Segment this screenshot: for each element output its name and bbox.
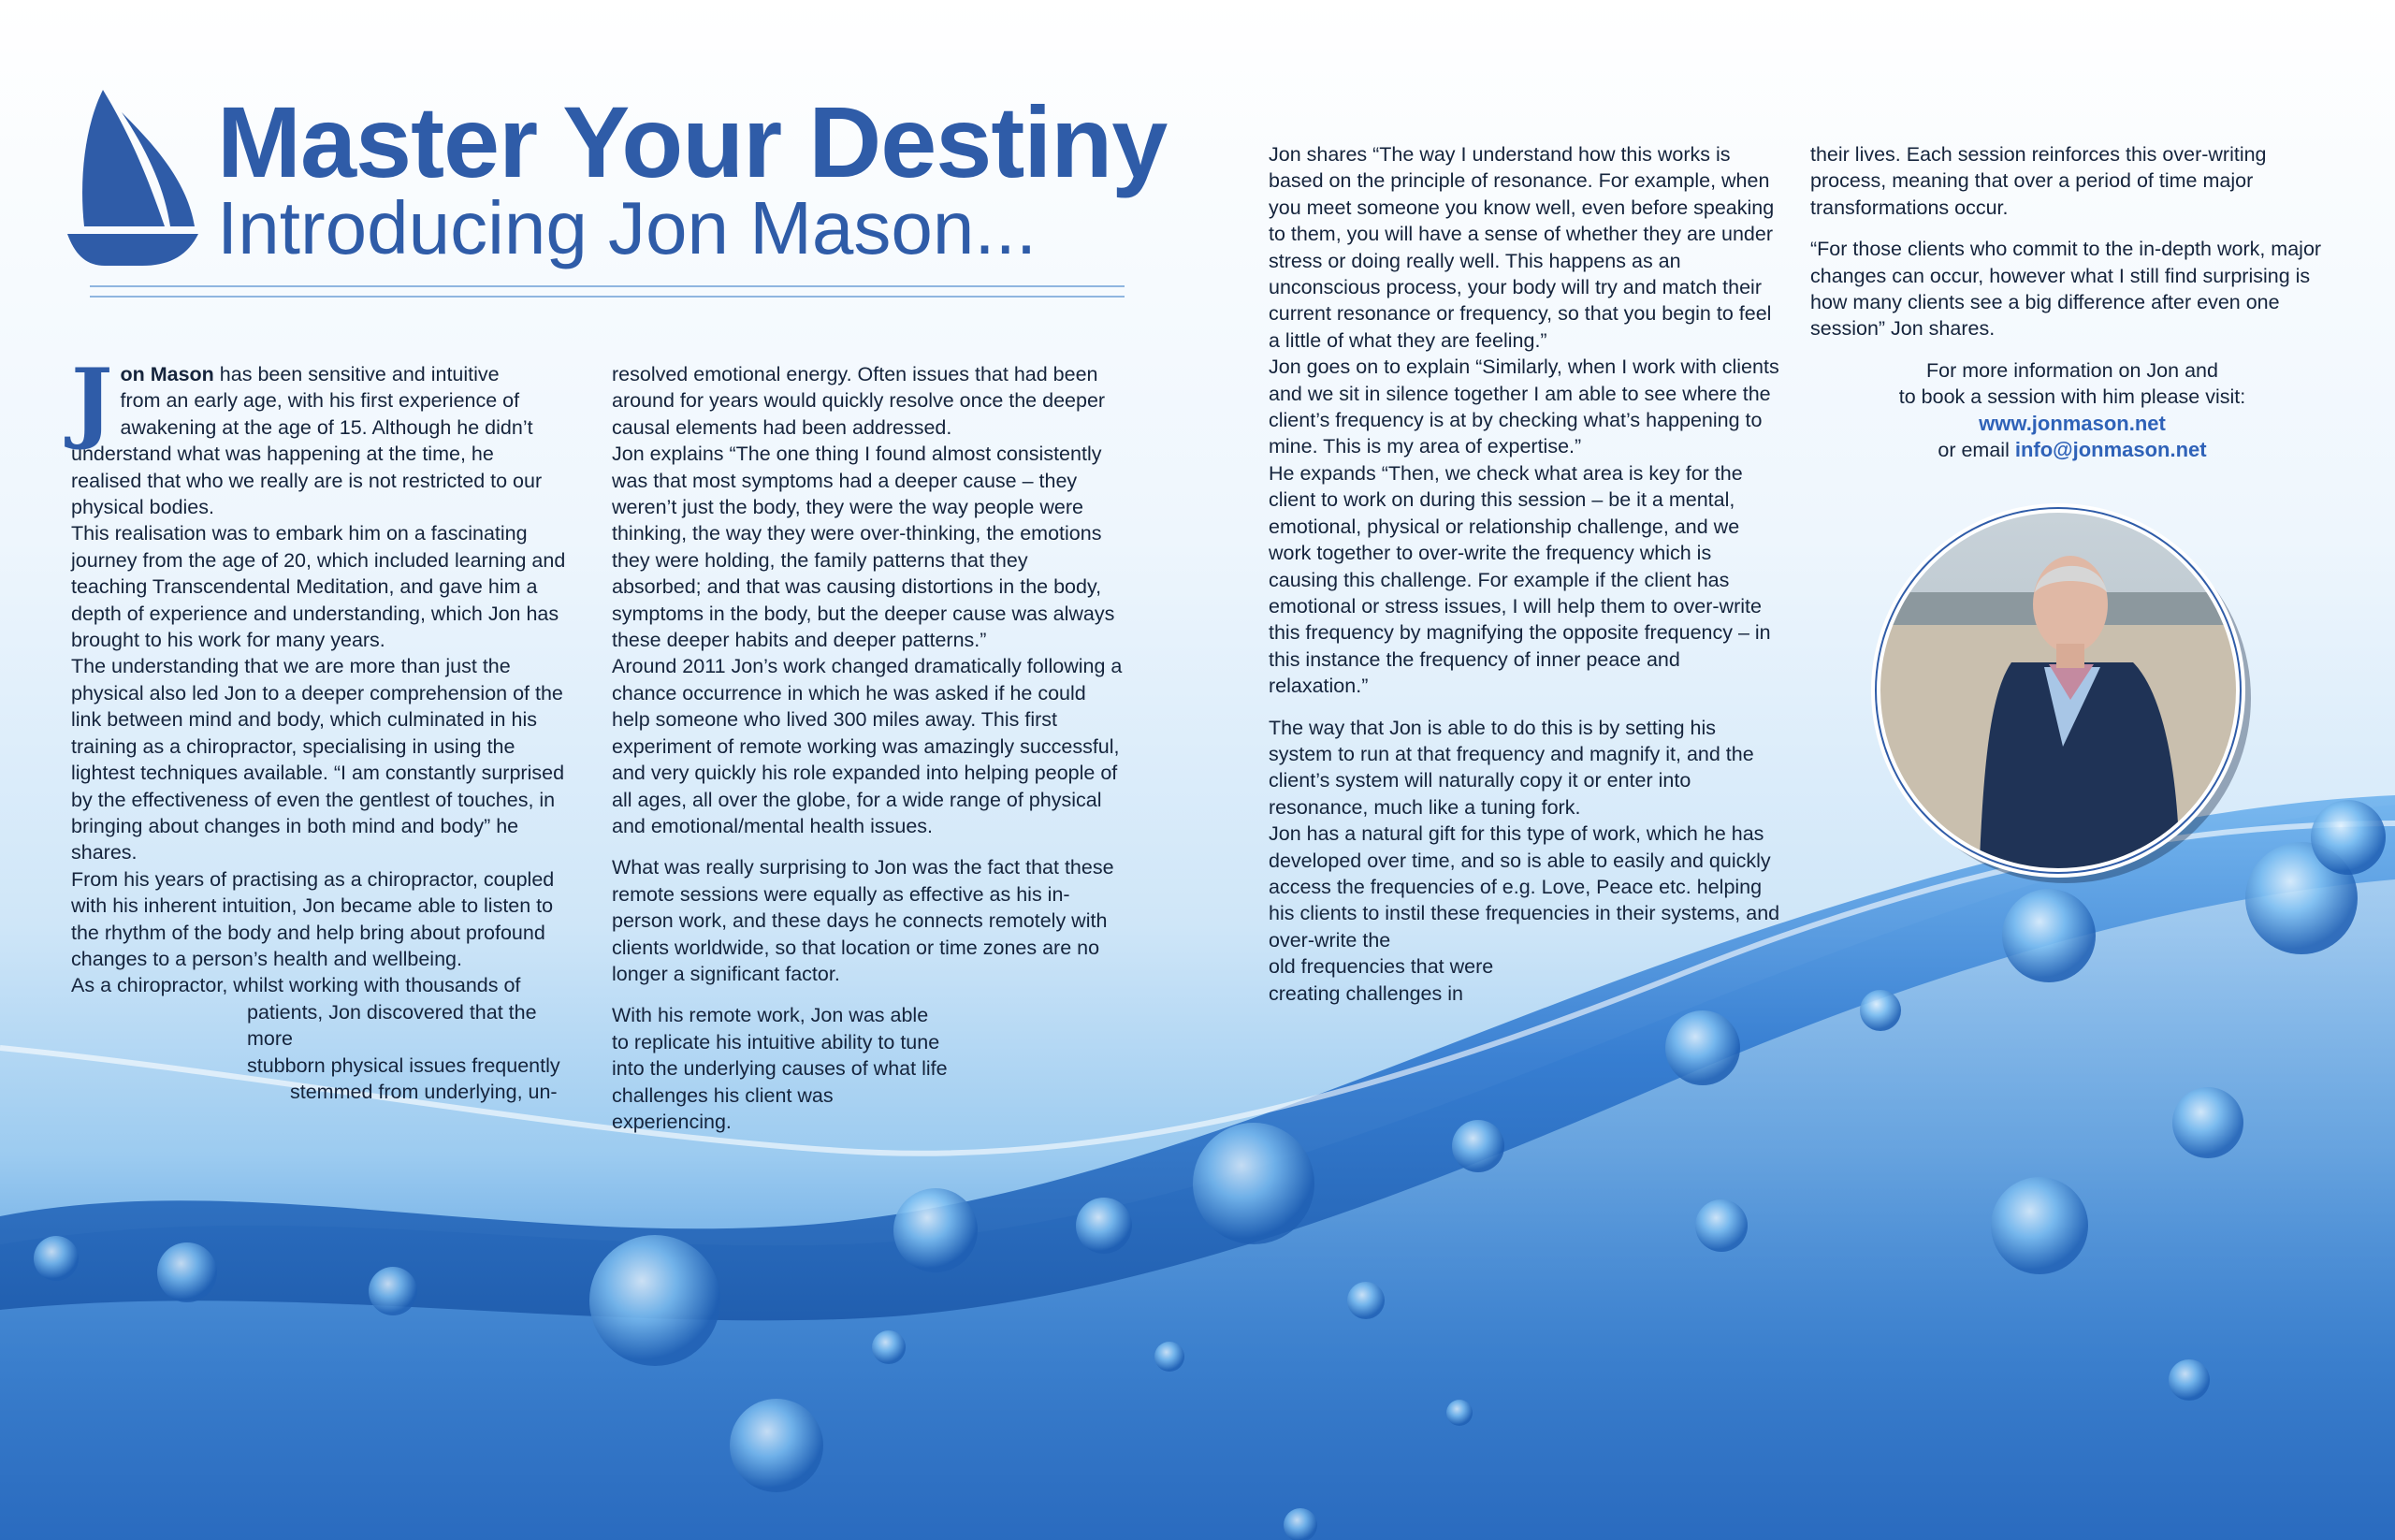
article-column-3: [1269, 141, 1783, 1007]
paragraph: He expands “Then, we check what area is key for the client to work on during this session – be it a mental, emotional, physical or relationship challenge, and we work together to over-write the frequency which is causing this challenge. For example if the client has emotional or stress issues, I will help them to over-write this frequency by magnifying the opposite frequency – in this instance the frequency of inner peace and relaxation.”: [1269, 461, 1771, 698]
dropcap: J: [71, 350, 113, 453]
paragraph-line: stubborn physical issues frequently: [247, 1053, 560, 1077]
email-prefix: or email: [1938, 439, 2015, 462]
article-column-1: [71, 350, 582, 1105]
lead-name: on Mason: [120, 363, 214, 385]
intro-line-4: understand what was happening at the time, he: [71, 443, 494, 466]
paragraph-line: patients, Jon discovered that the more: [247, 1000, 537, 1051]
paragraph-line: creating challenges in: [1269, 981, 1463, 1005]
paragraph: Jon goes on to explain “Similarly, when I work with clients and we sit in silence together I am able to see where the client’s frequency is at by checking what’s happening to mine. This is my area of expertise.”: [1269, 356, 1779, 458]
article-column-2: [612, 361, 1123, 1135]
page-title: Master Your Destiny: [217, 85, 1168, 198]
intro-line-5: realised that who we really are is not restricted to our: [71, 469, 543, 492]
paragraph: Around 2011 Jon’s work changed dramatically following a chance occurrence in which he was asked if he could help someone who lived 300 miles away. This first experiment of remote working was amazingly successful, and very quickly his role expanded into helping people of all ages, all over the globe, for a wide range of physical and emotional/mental health issues.: [612, 655, 1123, 837]
paragraph: With his remote work, Jon was able to replicate his intuitive ability to tune into the underlying causes of what life challenges his client was experiencing.: [612, 1004, 948, 1133]
contact-block: [1810, 357, 2334, 464]
sailboat-icon: [67, 86, 203, 273]
paragraph: What was really surprising to Jon was the fact that these remote sessions were equally as effective as his in-person work, and these days he connects remotely with clients worldwide, so that location or time zones are no longer a significant factor.: [612, 856, 1114, 985]
intro-text: has been sensitive and intuitive: [213, 363, 500, 385]
paragraph: Jon shares “The way I understand how this works is based on the principle of resonance. For example, when you meet someone you know well, even before speaking to them, you will have a sense of whether they are under stress or doing really well. This happens as an unconscious process, your body will try and match their current resonance or frequency, so that you begin to feel a little of what they are feeling.”: [1269, 143, 1775, 352]
paragraph: This realisation was to embark him on a fascinating journey from the age of 20, which included learning and teaching Transcendental Meditation, and gave him a depth of experience and understanding, which Jon has brought to his work for many years.: [71, 522, 566, 652]
intro-line-6: physical bodies.: [71, 496, 214, 519]
paragraph: The understanding that we are more than just the physical also led Jon to a deeper comprehension of the link between mind and body, which culminated in his training as a chiropractor, specialising in using the lightest techniques available. “I am constantly surprised by the effectiveness of even the gentlest of touches, in bringing about changes in both mind and body” he shares.: [71, 655, 565, 864]
article-column-4: [1810, 141, 2334, 463]
paragraph: Jon has a natural gift for this type of work, which he has developed over time, and so is able to easily and quickly access the frequencies of e.g. Love, Peace etc. helping his clients to instil these frequencies in their systems, and over-write the: [1269, 822, 1780, 952]
paragraph-line: stemmed from underlying, un-: [290, 1080, 558, 1103]
paragraph-line: old frequencies that were: [1269, 955, 1494, 979]
email-link[interactable]: info@jonmason.net: [2014, 438, 2207, 462]
intro-line-2: from an early age, with his first experience of: [120, 389, 520, 413]
paragraph: Jon explains “The one thing I found almost consistently was that most symptoms had a deeper cause – they weren’t just the body, they were the way people were thinking, the way they were over-thinking, the emotions they were holding, the family patterns that they absorbed; and that was causing distortions in the body, symptoms in the body, but the deeper cause was always these deeper habits and deeper patterns.”: [612, 443, 1115, 652]
paragraph: “For those clients who commit to the in-depth work, major changes can occur, however what I still find surprising is how many clients see a big difference after even one session” Jon shares.: [1810, 238, 2322, 341]
page-subtitle: Introducing Jon Mason...: [217, 186, 1038, 269]
portrait-photo: [1871, 503, 2253, 885]
email-line: [1810, 437, 2334, 463]
paragraph: From his years of practising as a chiropractor, coupled with his inherent intuition, Jon became able to listen to the rhythm of the body and help bring about profound changes to a person’s health and wellbeing.: [71, 867, 555, 970]
paragraph: The way that Jon is able to do this is by setting his system to run at that frequency and magnify it, and the client’s system will naturally copy it or enter into resonance, much like a tuning fork.: [1269, 716, 1754, 819]
contact-line: For more information on Jon and: [1926, 358, 2218, 382]
paragraph-line: As a chiropractor, whilst working with thousands of: [71, 974, 521, 997]
website-link[interactable]: www.jonmason.net: [1979, 411, 2166, 435]
paragraph: their lives. Each session reinforces this over-writing process, meaning that over a period of time major transformations occur.: [1810, 143, 2267, 219]
intro-line-3: awakening at the age of 15. Although he didn’t: [120, 415, 533, 439]
paragraph: resolved emotional energy. Often issues that had been around for years would quickly resolve once the deeper causal elements had been addressed.: [612, 363, 1106, 439]
title-rule: [90, 285, 1125, 287]
title-rule-lower: [90, 296, 1125, 298]
contact-line: to book a session with him please visit:: [1898, 385, 2246, 409]
intro-line: [71, 361, 582, 387]
